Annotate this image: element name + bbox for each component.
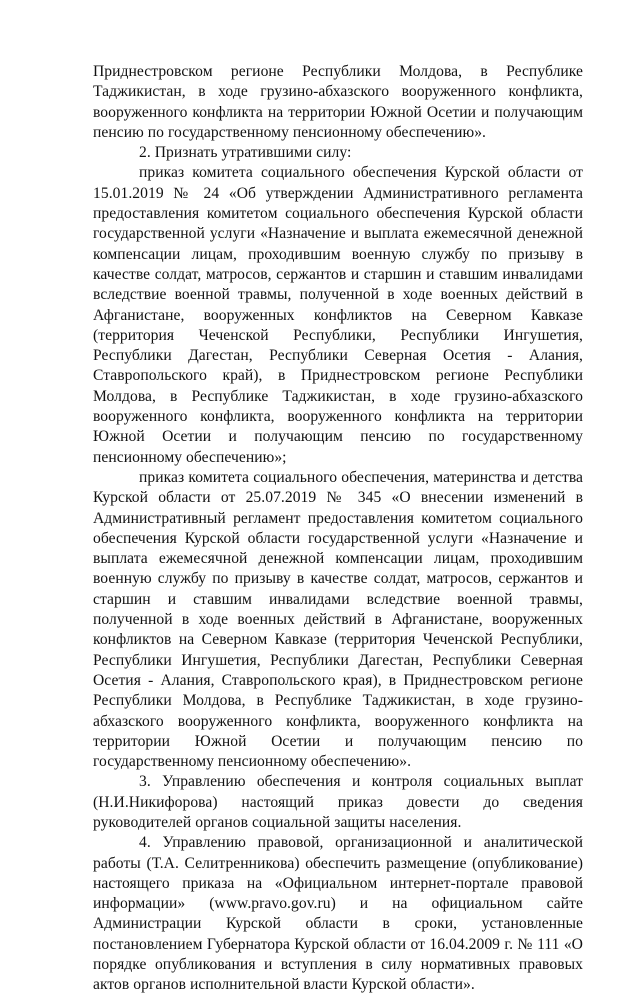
paragraph-repealed-order-1: приказ комитета социального обеспечения Курской области от 15.01.2019 № 24 «Об утверждении Административного регламента предоставления комитетом социального обеспечения Курской области государственной услуги «Назначение и выплата ежемесячной денежной компенсации лицам, проходившим военную службу по призыву в качестве солдат, матросов, сержантов и старшин и ставшим инвалидами вследствие военной травмы, полученной в ходе военных действий в Афганистане, вооруженных конфликтов на Северном Кавказе (территория Чеченской Республики, Республики Ингушетия, Республики Дагестан, Республики Северная Осетия - Алания, Ставропольского край), в Приднестровском регионе Республики Молдова, в Республике Таджикистан, в ходе грузино-абхазского вооруженного конфликта, вооруженного конфликта на территории Южной Осетии и получающим пенсию по государственному пенсионному обеспечению»; bbox=[93, 164, 583, 466]
paragraph-continuation: Приднестровском регионе Республики Молдова, в Республике Таджикистан, в ходе грузино-абхазского вооруженного конфликта, вооруженного конфликта на территории Южной Осетии и получающим пенсию по государственному пенсионному обеспечению». bbox=[93, 63, 583, 141]
paragraph-item-2-heading: 2. Признать утратившими силу: bbox=[139, 144, 352, 162]
paragraph-item-3: 3. Управлению обеспечения и контроля социальных выплат (Н.И.Никифорова) настоящий приказ довести до сведения руководителей органов социальной защиты населения. bbox=[93, 773, 583, 831]
paragraph-repealed-order-2: приказ комитета социального обеспечения, материнства и детства Курской области от 25.07.2019 № 345 «О внесении изменений в Административный регламент предоставления комитетом социального обеспечения Курской области государственной услуги «Назначение и выплата ежемесячной денежной компенсации лицам, проходившим военную службу по призыву в качестве солдат, матросов, сержантов и старшин и ставшим инвалидами вследствие военной травмы, полученной в ходе военных действий в Афганистане, вооруженных конфликтов на Северном Кавказе (территория Чеченской Республики, Республики Ингушетия, Республики Дагестан, Республики Северная Осетия - Алания, Ставропольского края), в Приднестровском регионе Республики Молдова, в Республике Таджикистан, в ходе грузино-абхазского вооруженного конфликта, вооруженного конфликта на территории Южной Осетии и получающим пенсию по государственному пенсионному обеспечению». bbox=[93, 468, 583, 771]
paragraph-item-4: 4. Управлению правовой, организационной и аналитической работы (Т.А. Селитренникова) обеспечить размещение (опубликование) настоящего приказа на «Официальном интернет-портале правовой информации» (www.pravo.gov.ru) и на официальном сайте Администрации Курской области в сроки, установленные постановлением Губернатора Курской области от 16.04.2009 г. № 111 «О порядке опубликования и вступления в силу нормативных правовых актов органов исполнительной власти Курской области». bbox=[93, 834, 583, 994]
document-page bbox=[93, 62, 583, 996]
